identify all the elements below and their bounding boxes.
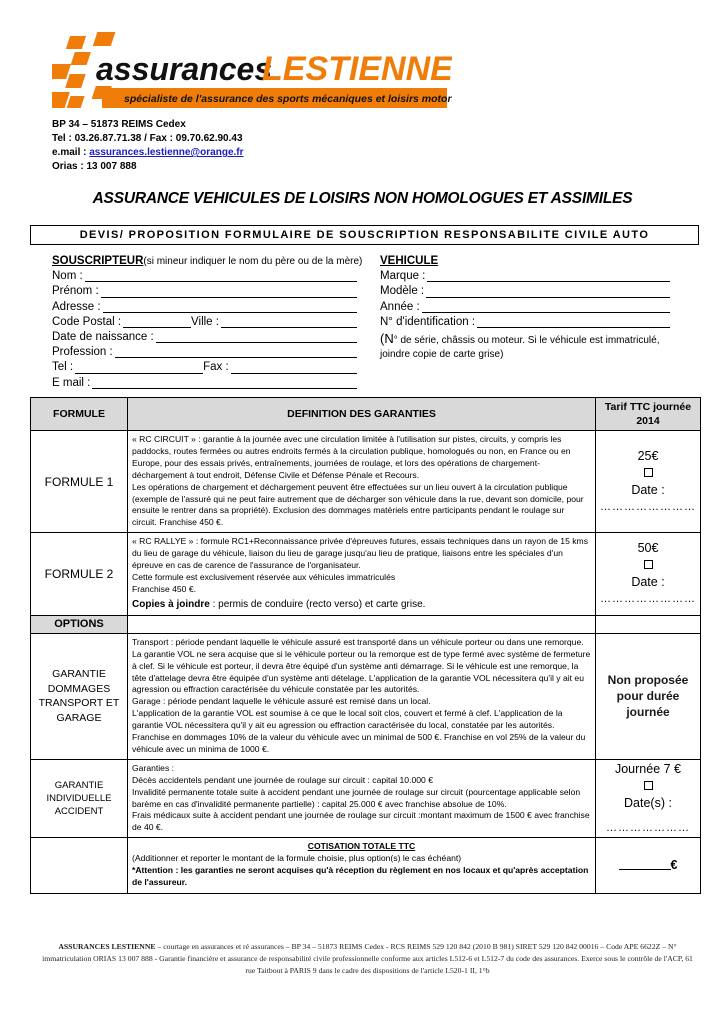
logo-text-assurances: assurances — [96, 51, 273, 87]
table-row-options — [31, 615, 701, 633]
contact-email-row — [52, 146, 244, 160]
company-logo — [52, 30, 452, 112]
table-row-garantie-dommages — [31, 633, 701, 759]
garantie-individuelle-name — [31, 759, 128, 837]
formule1-description — [128, 431, 596, 533]
codepostal-ville-field[interactable] — [52, 315, 357, 330]
options-label: OPTIONS — [31, 615, 128, 633]
table-row-formule1 — [31, 431, 701, 533]
vehicule-heading: VEHICULE — [380, 255, 439, 267]
gi-price: Journée 7 € — [614, 761, 682, 776]
adresse-label: Adresse : — [52, 300, 101, 313]
souscripteur-section — [52, 254, 363, 391]
formule2-desc-p1: « RC RALLYE » : formule RC1+Reconnaissance privée d'épreuves futures, essais techniques dans un rayon de 15 kms du lieu de garage du véhicule, liaison du lieu de garage jusqu'au lieu de pratique, liaisons entre les spéciales d'un épreuve en cas de carence de l'assurance de l'organisateur. — [132, 536, 589, 571]
email-link[interactable]: assurances.lestienne@orange.fr — [89, 147, 244, 158]
garantie-individuelle-tarif — [596, 759, 701, 837]
gd-tarif-line3: journée — [626, 705, 670, 720]
adresse-line[interactable] — [103, 302, 357, 313]
identification-label: N° d'identification : — [380, 315, 476, 328]
cotisation-total-line[interactable] — [619, 859, 671, 870]
prenom-line[interactable] — [101, 287, 357, 298]
gi-desc-p4: Frais médicaux suite à accident pendant une journée de roulage sur circuit :montant maximum de 1500 € avec franchise de 40 €. — [132, 810, 590, 833]
contact-address: BP 34 – 51873 REIMS Cedex — [52, 119, 186, 130]
legal-footer — [40, 941, 695, 977]
formule2-name: FORMULE 2 — [31, 533, 128, 616]
formule2-desc-p2: Cette formule est exclusivement réservée aux véhicules immatriculés — [132, 571, 396, 582]
table-header-row — [31, 398, 701, 431]
souscripteur-heading-row — [52, 254, 363, 269]
formule2-tarif — [596, 533, 701, 616]
marque-label: Marque : — [380, 270, 426, 283]
cotisation-title: COTISATION TOTALE TTC — [307, 841, 416, 852]
garantie-dommages-tarif — [596, 633, 701, 759]
gi-desc-p3: Invalidité permanente totale suite à accident pendant une journée de roulage sur circuit (pourcentage applicable selon barème en cas d'invalidité permanente partielle) : capital 25.000 € avec franchise absolue de 10%. — [132, 786, 581, 809]
vehicule-note-text: ° de série, châssis ou moteur. Si le véhicule est immatriculé, joindre copie de carte grise) — [380, 335, 660, 361]
date-naissance-label: Date de naissance : — [52, 331, 154, 344]
footer-company: ASSURANCES LESTIENNE — [58, 942, 156, 951]
email-field[interactable] — [52, 376, 357, 391]
formule2-desc-p3: Franchise 450 €. — [132, 583, 197, 594]
table-row-cotisation — [31, 838, 701, 894]
formule2-copies — [132, 598, 591, 612]
cotisation-empty — [31, 838, 128, 894]
contact-phones: Tel : 03.26.87.71.38 / Fax : 09.70.62.90.43 — [52, 133, 243, 144]
garantie-dommages-name — [31, 633, 128, 759]
gd-name-line3: TRANSPORT ET — [38, 697, 120, 710]
contact-block — [52, 118, 244, 174]
gi-date-dots[interactable]: ………………… — [606, 821, 690, 834]
gi-checkbox[interactable] — [644, 781, 653, 790]
formule1-desc-p2: Les opérations de chargement et déchargement peuvent être effectuées sur un lieu ouvert à la circulation publique (exemple de l'assuré qui ne peut faire autrement que de décharger son véhicule dans la rue, devant son domicile, pour ensuite le rentrer dans sa propriété). Exclusion des dommages matériels entre participants pendant le roulage sur circuit. Franchise 450 €. — [132, 481, 584, 528]
logo-graphic — [52, 30, 452, 112]
gd-tarif-line1: Non proposée — [607, 673, 689, 688]
gi-name-line2: INDIVIDUELLE — [46, 793, 112, 805]
copies-text: : permis de conduire (recto verso) et carte grise. — [209, 598, 426, 610]
vehicule-note-prefix: (N — [380, 331, 394, 347]
email-field-line[interactable] — [92, 378, 357, 389]
gd-desc-p3: L'application de la garantie VOL est soumise à ce que le local soit clos, couvert et fermé à clef. L'application de la garantie VOL nécessitera qu'il y ait eu agression ou effraction caractérisée du local, constatée par les autorités. — [132, 708, 563, 731]
footer-text: – courtage en assurances et ré assurances – BP 34 – 51873 REIMS Cedex - RCS REIMS 529 120 842 (2010 B 981) SIRET 529 120 842 00016 – Code APE 6622Z – N° immatriculation ORIAS 13 007 888 - Garantie financière et assurance de responsabilité civile professionnelle conforme aux articles L512-6 et L512-7 du code des assurances. Exerce sous le contrôle de l'ACP, 61 rue Taitbout à PARIS 9 dans le cadre des dispositions de l'article L520-1 II, 1°b — [42, 942, 693, 975]
header-definition: DEFINITION DES GARANTIES — [128, 398, 596, 431]
profession-label: Profession : — [52, 346, 113, 359]
cotisation-attention: *Attention : les garanties ne seront acquises qu'à réception du règlement en nos locaux et qu'après acceptation de l'assureur. — [132, 865, 589, 887]
prenom-label: Prénom : — [52, 285, 99, 298]
gd-desc-p2: Garage : période pendant laquelle le véhicule assuré est remisé dans un local. — [132, 696, 431, 707]
fax-line[interactable] — [231, 363, 357, 374]
ville-label: Ville : — [191, 315, 219, 328]
code-postal-line[interactable] — [123, 317, 191, 328]
nom-field[interactable] — [52, 269, 357, 284]
gd-tarif-line2: pour durée — [616, 689, 680, 704]
profession-field[interactable] — [52, 345, 357, 360]
profession-line[interactable] — [115, 347, 357, 358]
formule1-checkbox[interactable] — [644, 468, 653, 477]
table-row-formule2 — [31, 533, 701, 616]
garantie-dommages-description — [128, 633, 596, 759]
email-field-label: E mail : — [52, 376, 91, 389]
guarantees-table — [30, 397, 701, 894]
logo-tagline: spécialiste de l'assurance des sports mécaniques et loisirs motorisés — [124, 93, 452, 105]
tel-fax-field[interactable] — [52, 360, 357, 375]
cotisation-total — [596, 838, 701, 894]
code-postal-label: Code Postal : — [52, 315, 122, 328]
header-formule: FORMULE — [31, 398, 128, 431]
souscripteur-note: (si mineur indiquer le nom du père ou de la mère) — [143, 256, 363, 267]
formule2-date-label: Date : — [631, 575, 665, 590]
formule1-tarif — [596, 431, 701, 533]
table-row-garantie-individuelle — [31, 759, 701, 837]
marque-field[interactable] — [380, 269, 670, 284]
formule2-checkbox[interactable] — [644, 560, 653, 569]
formule1-desc-p1: « RC CIRCUIT » : garantie à la journée avec une circulation limitée à l'utilisation sur pistes, circuits, y compris les paddocks, routes fermées ou autres endroits fermés à la circulation publique, homologués ou non, en France ou en Europe, pour des essais privés, entraînements, journées de roulage, et lors des opérations de chargement-déchargement à tout endroit, Défense Civile et Défense Pénale et Recours. — [132, 434, 571, 480]
gi-name-line1: GARANTIE — [54, 780, 104, 792]
formule1-price: 25€ — [637, 448, 659, 463]
date-naissance-line[interactable] — [156, 332, 357, 343]
gd-name-line1: GARANTIE — [52, 668, 106, 681]
vehicule-section — [380, 254, 670, 362]
modele-label: Modèle : — [380, 285, 425, 298]
email-label: e.mail : — [52, 147, 90, 158]
options-empty-def — [128, 615, 596, 633]
formule1-date-dots[interactable]: …………………… — [600, 500, 696, 513]
fax-label: Fax : — [203, 361, 229, 374]
options-empty-tarif — [596, 615, 701, 633]
copies-label: Copies à joindre — [132, 598, 210, 610]
cotisation-euro: € — [670, 858, 678, 873]
gi-desc-p1: Garanties : — [132, 762, 175, 773]
ville-line[interactable] — [221, 317, 357, 328]
nom-line[interactable] — [85, 271, 357, 282]
formule2-price: 50€ — [637, 541, 659, 556]
identification-line[interactable] — [477, 317, 670, 328]
header-tarif: Tarif TTC journée 2014 — [596, 398, 701, 431]
gi-name-line3: ACCIDENT — [54, 806, 104, 818]
garantie-individuelle-description — [128, 759, 596, 837]
formule1-name: FORMULE 1 — [31, 431, 128, 533]
gd-name-line2: DOMMAGES — [47, 682, 111, 695]
form-subtitle: DEVIS/ PROPOSITION FORMULAIRE DE SOUSCRIPTION RESPONSABILITE CIVILE AUTO — [30, 225, 699, 245]
formule1-date-label: Date : — [631, 482, 665, 497]
identification-field[interactable] — [380, 315, 670, 330]
gd-desc-p4: Franchise en dommages 10% de la valeur du véhicule avec un minimal de 500 €. Franchise en vol 25% de la valeur du véhicule avec un minima de 1000 €. — [132, 732, 586, 754]
logo-text-lestienne: LESTIENNE — [262, 50, 452, 88]
gd-desc-p1: Transport : période pendant laquelle le véhicule assuré est transporté dans un véhicule porteur ou dans une remorque. La garantie VOL ne sera acquise que si le véhicule porteur ou la remorque est de type fermé avec système de fermeture à clef. Si le véhicule est porteur, il devra être équipé d'un système anti démarrage. Si le véhicule est une remorque, la tête d'attelage devra être équipée d'un système anti dételage. L'application de la garantie VOL nécessitera qu'il y ait eu agression ou effraction caractérisée du véhicule constatée par les autorités. — [132, 636, 591, 695]
modele-line[interactable] — [426, 287, 670, 298]
formule2-description — [128, 533, 596, 616]
adresse-field[interactable] — [52, 300, 357, 315]
formule2-date-dots[interactable]: …………………… — [600, 593, 696, 606]
annee-label: Année : — [380, 300, 420, 313]
tel-label: Tel : — [52, 361, 74, 374]
gd-name-line4: GARAGE — [56, 711, 102, 724]
gi-date-label: Date(s) : — [624, 795, 672, 810]
vehicule-heading-row — [380, 254, 670, 269]
date-naissance-field[interactable] — [52, 330, 357, 345]
annee-line[interactable] — [422, 302, 670, 313]
modele-field[interactable] — [380, 284, 670, 299]
contact-orias: Orias : 13 007 888 — [52, 161, 137, 172]
cotisation-description — [128, 838, 596, 894]
vehicule-note — [380, 332, 670, 362]
gi-desc-p2: Décès accidentels pendant une journée de roulage sur circuit : capital 10.000 € — [132, 774, 433, 785]
nom-label: Nom : — [52, 270, 83, 283]
annee-field[interactable] — [380, 300, 670, 315]
tel-line[interactable] — [75, 363, 203, 374]
marque-line[interactable] — [427, 271, 670, 282]
souscripteur-heading: SOUSCRIPTEUR — [52, 255, 144, 267]
prenom-field[interactable] — [52, 284, 357, 299]
page-title: ASSURANCE VEHICULES DE LOISIRS NON HOMOLOGUES ET ASSIMILES — [92, 190, 633, 207]
cotisation-line1: (Additionner et reporter le montant de la formule choisie, plus option(s) le cas échéant) — [132, 853, 462, 864]
